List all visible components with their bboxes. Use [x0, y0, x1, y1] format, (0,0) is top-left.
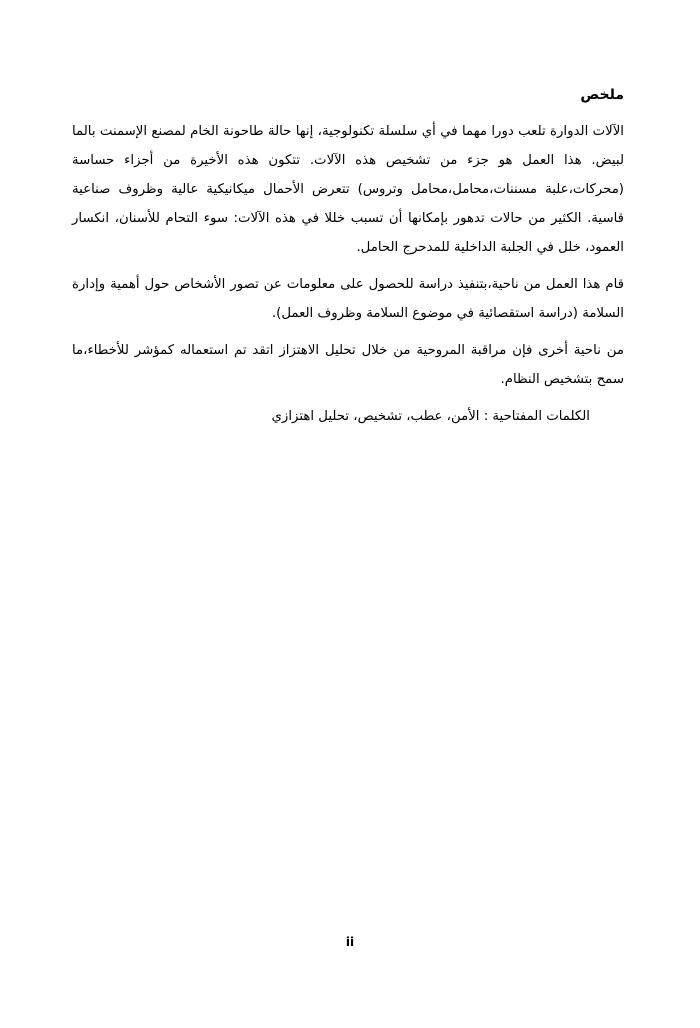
abstract-heading: ملخص: [580, 87, 624, 103]
abstract-paragraph-1: الآلات الدوارة تلعب دورا مهما في أي سلسلة تكنولوجية، إنها حالة طاحونة الخام لمصنع الإسمنت بالما لبيض. هذا العمل هو جزء من تشخيص هذه الآلات. تتكون هذه الأخيرة من أجزاء حساسة (محركات،علبة مسننات،محامل،محامل وتروس) تتعرض الأحمال ميكانيكية عالية وظروف صناعية قاسية. الكثير من حالات تدهور بإمكانها أن تسبب خللا في هذه الآلات: سوء التحام للأسنان، انكسار العمود، خلل في الجلبة الداخلية للمدحرج الحامل.: [72, 124, 624, 255]
abstract-paragraph-3: من ناحية أخرى فإن مراقبة المروحية من خلال تحليل الاهتزاز اتقد تم استعماله كمؤشر للأخطاء،ما سمح بتشخيص النظام.: [72, 343, 624, 387]
page-number: ii: [345, 935, 355, 949]
keywords-line: الكلمات المفتاحية : الأمن، عطب، تشخيص، تحليل اهتزازي: [271, 409, 590, 424]
abstract-section: [72, 84, 624, 431]
abstract-paragraph-2: قام هذا العمل من ناحية،بتنفيذ دراسة للحصول على معلومات عن تصور الأشخاص حول أهمية وإدارة السلامة (دراسة استقصائية في موضوع السلامة وظروف العمل).: [72, 277, 624, 321]
